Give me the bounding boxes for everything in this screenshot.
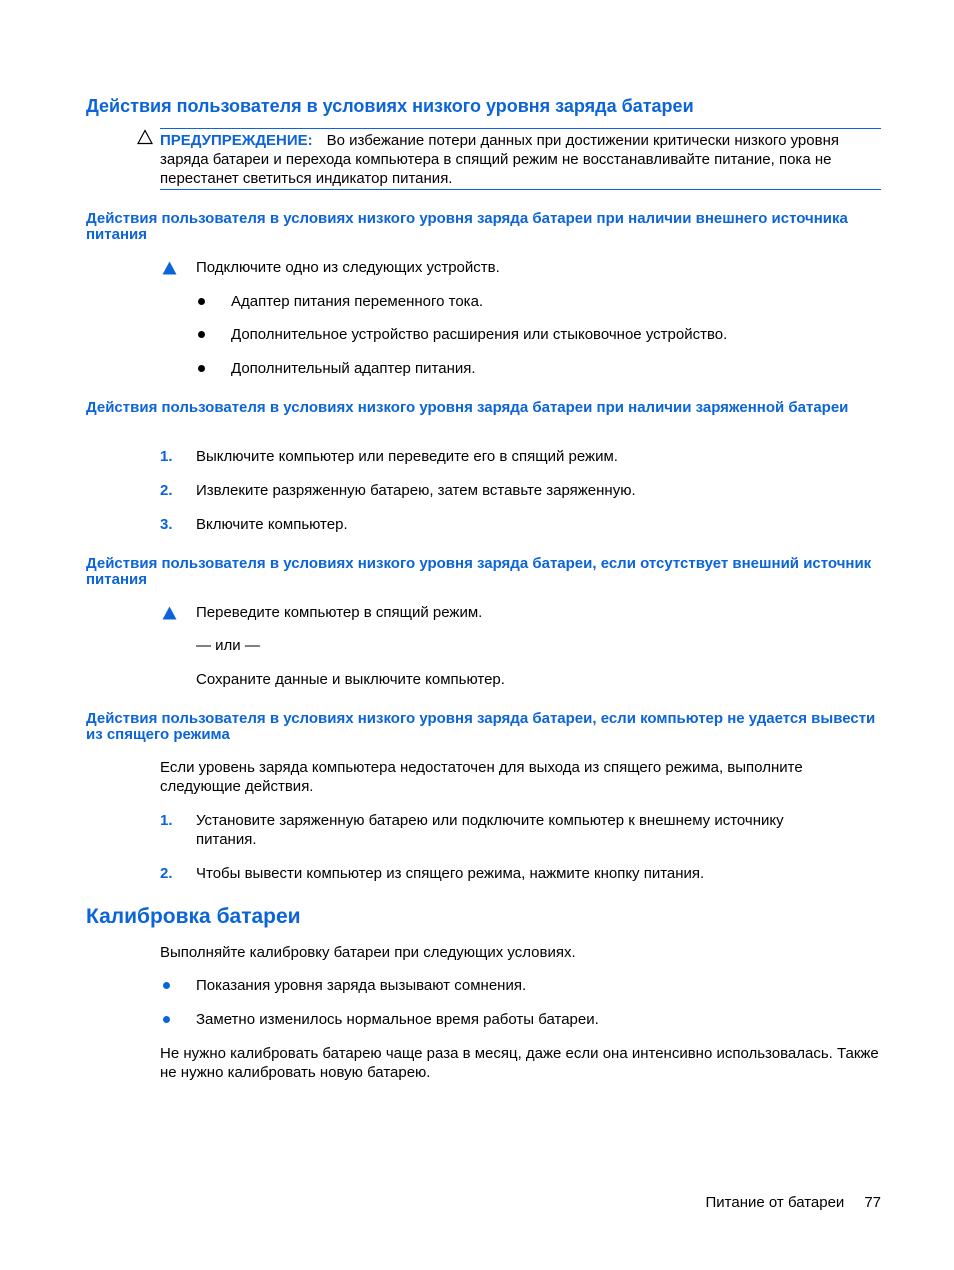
step-triangle-icon (162, 606, 177, 620)
step-number: 3. (160, 516, 173, 533)
footer-section-name: Питание от батареи (705, 1194, 845, 1211)
step-text: Чтобы вывести компьютер из спящего режима, нажмите кнопку питания. (196, 865, 705, 882)
subsection-title-no-external-power: Действия пользователя в условиях низкого уровня заряда батареи, если отсутствует внешний источник питания (86, 555, 872, 588)
bullet-icon (198, 331, 205, 338)
step-number: 2. (160, 865, 173, 882)
page-number: 77 (864, 1194, 881, 1211)
bullet-icon (198, 298, 205, 305)
step-text: Включите компьютер. (196, 516, 348, 533)
list-item: Показания уровня заряда вызывают сомнения. (196, 977, 527, 994)
warning-triangle-icon (137, 129, 153, 145)
subsection-title-cannot-wake: Действия пользователя в условиях низкого уровня заряда батареи, если компьютер не удается вывести из спящего режима (86, 710, 876, 743)
bullet-icon (163, 982, 170, 989)
or-separator: — или — (196, 637, 260, 654)
step-number: 2. (160, 482, 173, 499)
page-footer (706, 1193, 881, 1212)
calibration-title: Калибровка батареи (86, 905, 301, 928)
step-text: Выключите компьютер или переведите его в спящий режим. (196, 448, 618, 465)
list-item: Адаптер питания переменного тока. (231, 293, 484, 310)
list-item: Дополнительное устройство расширения или стыковочное устройство. (231, 326, 728, 343)
intro-paragraph: Если уровень заряда компьютера недостаточен для выхода из спящего режима, выполните следующие действия. (160, 759, 803, 795)
list-item: Заметно изменилось нормальное время работы батареи. (196, 1011, 599, 1028)
warning-text: Во избежание потери данных при достижении критически низкого уровня заряда батареи и перехода компьютера в спящий режим не восстанавливайте питание, пока не перестанет светиться индикатор питания. (160, 132, 839, 187)
subsection-title-charged-battery: Действия пользователя в условиях низкого уровня заряда батареи при наличии заряженной батареи (86, 399, 849, 416)
warning-box (160, 128, 881, 190)
list-item: Дополнительный адаптер питания. (231, 360, 476, 377)
step-text: Извлеките разряженную батарею, затем вставьте заряженную. (196, 482, 636, 499)
step-number: 1. (160, 448, 173, 465)
step-text: Установите заряженную батарею или подключите компьютер к внешнему источнику питания. (196, 812, 784, 848)
warning-label: ПРЕДУПРЕЖДЕНИЕ: (160, 132, 313, 149)
step-text: Подключите одно из следующих устройств. (196, 259, 500, 276)
section-title: Действия пользователя в условиях низкого уровня заряда батареи (86, 96, 694, 116)
calibration-outro: Не нужно калибровать батарею чаще раза в месяц, даже если она интенсивно использовалась. Также не нужно калибровать новую батарею. (160, 1045, 879, 1081)
step-number: 1. (160, 812, 173, 829)
bullet-icon (198, 365, 205, 372)
step-text: Переведите компьютер в спящий режим. (196, 604, 483, 621)
calibration-intro: Выполняйте калибровку батареи при следующих условиях. (160, 944, 576, 961)
step-triangle-icon (162, 261, 177, 275)
bullet-icon (163, 1016, 170, 1023)
subsection-title-external-power: Действия пользователя в условиях низкого уровня заряда батареи при наличии внешнего источника питания (86, 210, 848, 243)
alt-step-text: Сохраните данные и выключите компьютер. (196, 671, 505, 688)
